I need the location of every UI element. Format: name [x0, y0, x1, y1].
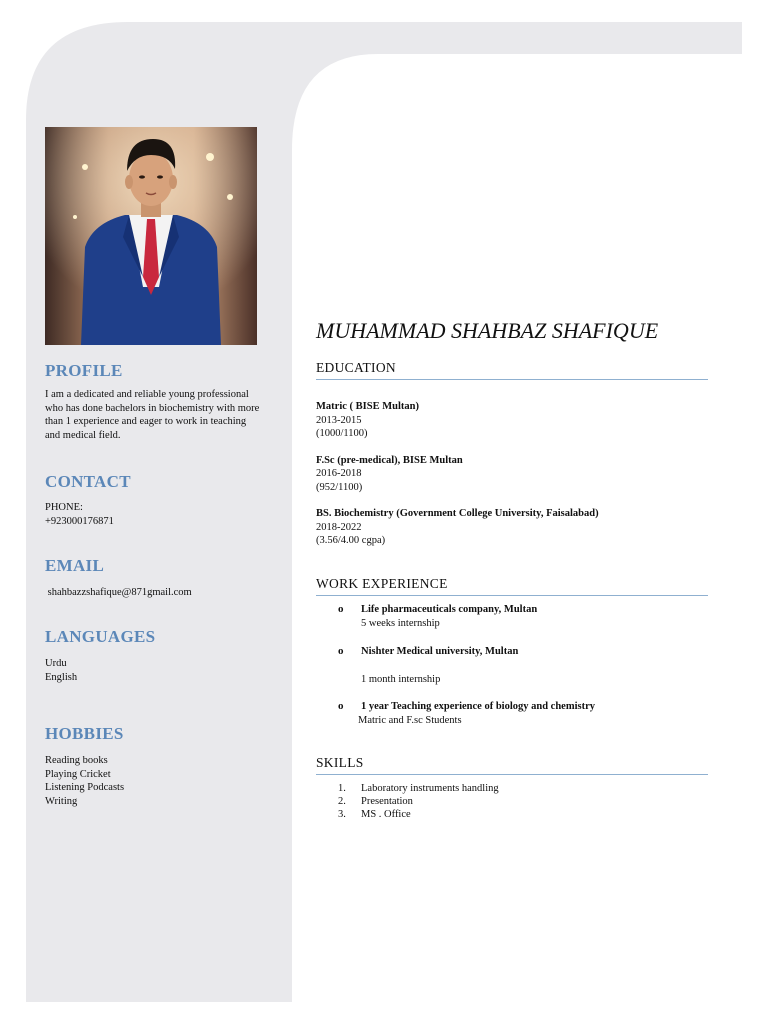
language-item: Urdu	[45, 658, 67, 669]
skill-item	[338, 808, 411, 822]
profile-text: I am a dedicated and reliable young professional who has done bachelors in biochemistry with more than 1 experience and eager to work in teaching and medical field.	[45, 389, 260, 441]
education-years: 2013-2015	[316, 414, 362, 426]
skills-section	[316, 755, 708, 825]
email-title: EMAIL	[45, 556, 105, 575]
work-item	[361, 645, 708, 686]
skill-number: 2.	[338, 796, 346, 807]
languages-title: LANGUAGES	[45, 627, 156, 646]
work-item	[358, 700, 708, 727]
education-heading: BS. Biochemistry (Government College University, Faisalabad)	[316, 508, 599, 519]
work-detail: 1 month internship	[361, 673, 441, 685]
contact-title: CONTACT	[45, 472, 131, 491]
education-score: (3.56/4.00 cgpa)	[316, 535, 386, 546]
work-heading: 1 year Teaching experience of biology and chemistry	[361, 701, 595, 712]
work-heading: Life pharmaceuticals company, Multan	[361, 604, 538, 615]
work-experience-section	[316, 576, 708, 736]
education-score: (952/1100)	[316, 481, 363, 493]
hobby-item: Listening Podcasts	[45, 782, 125, 793]
candidate-name: MUHAMMAD SHAHBAZ SHAFIQUE	[316, 318, 659, 343]
education-section	[316, 360, 708, 548]
work-detail: 5 weeks internship	[361, 617, 440, 629]
bullet-icon: o	[338, 603, 344, 615]
skill-label: Laboratory instruments handling	[361, 783, 499, 794]
bullet-icon: o	[338, 645, 344, 657]
work-experience-title: WORK EXPERIENCE	[316, 576, 708, 596]
hobby-item: Playing Cricket	[45, 768, 111, 780]
skill-item	[338, 782, 499, 796]
skill-item	[338, 795, 413, 809]
work-heading: Nishter Medical university, Multan	[361, 646, 519, 657]
profile-section	[45, 361, 260, 442]
bullet-icon: o	[338, 700, 344, 712]
education-item	[316, 454, 708, 495]
profile-photo	[45, 127, 257, 345]
hobbies-title: HOBBIES	[45, 724, 124, 743]
education-heading: F.Sc (pre-medical), BISE Multan	[316, 454, 463, 466]
education-heading: Matric ( BISE Multan)	[316, 401, 419, 412]
work-item	[361, 603, 708, 630]
hobbies-section	[45, 724, 260, 808]
hobby-item: Reading books	[45, 755, 108, 766]
skills-title: SKILLS	[316, 755, 708, 775]
profile-title: PROFILE	[45, 361, 123, 380]
email-section	[45, 556, 275, 600]
language-item: English	[45, 671, 78, 683]
education-score: (1000/1100)	[316, 428, 368, 439]
languages-section	[45, 627, 260, 684]
education-item	[316, 400, 708, 441]
education-title: EDUCATION	[316, 360, 708, 380]
skill-number: 1.	[338, 783, 346, 794]
email-address: shahbazzshafique@871gmail.com	[45, 587, 192, 598]
contact-section	[45, 472, 260, 528]
skill-label: MS . Office	[361, 809, 411, 820]
skill-number: 3.	[338, 809, 346, 820]
work-detail: Matric and F.sc Students	[358, 714, 462, 726]
education-years: 2016-2018	[316, 468, 362, 479]
phone-number: +923000176871	[45, 515, 114, 527]
phone-label: PHONE:	[45, 502, 83, 513]
hobby-item: Writing	[45, 795, 78, 807]
education-item	[316, 507, 708, 548]
skill-label: Presentation	[361, 796, 413, 807]
education-years: 2018-2022	[316, 521, 362, 533]
